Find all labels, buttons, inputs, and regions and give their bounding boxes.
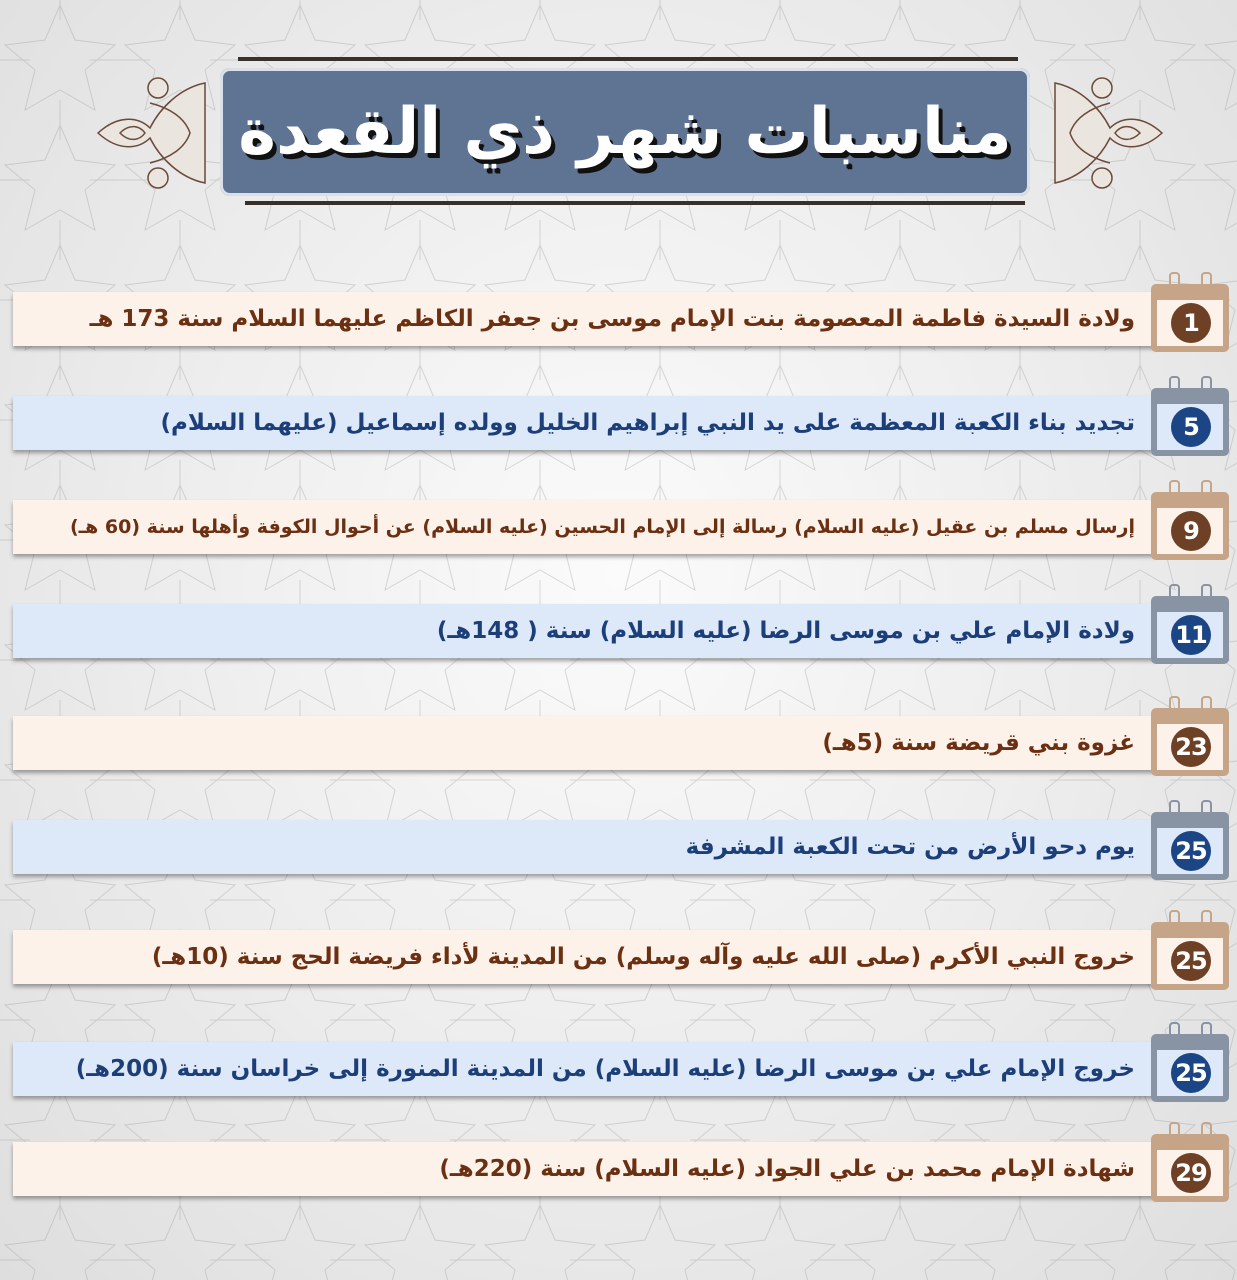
calendar-icon bbox=[1151, 910, 1231, 990]
event-text: شهادة الإمام محمد بن علي الجواد (عليه السلام) سنة (220هـ) bbox=[439, 1156, 1135, 1182]
event-row bbox=[13, 790, 1237, 880]
calendar-icon bbox=[1151, 800, 1231, 880]
event-day: 9 bbox=[1171, 511, 1211, 551]
event-row bbox=[13, 366, 1237, 456]
calendar-icon bbox=[1151, 696, 1231, 776]
calendar-icon bbox=[1151, 376, 1231, 456]
calendar-icon bbox=[1151, 272, 1231, 352]
event-bar bbox=[13, 292, 1157, 346]
calendar-icon bbox=[1151, 584, 1231, 664]
event-row bbox=[13, 1012, 1237, 1102]
event-row bbox=[13, 686, 1237, 776]
calendar-icon bbox=[1151, 1122, 1231, 1202]
event-day: 1 bbox=[1171, 303, 1211, 343]
event-day: 11 bbox=[1171, 615, 1211, 655]
ornament-left-icon bbox=[90, 58, 210, 208]
event-day: 25 bbox=[1171, 831, 1211, 871]
event-day: 25 bbox=[1171, 1053, 1211, 1093]
event-day: 25 bbox=[1171, 941, 1211, 981]
event-bar bbox=[13, 930, 1157, 984]
event-day: 5 bbox=[1171, 407, 1211, 447]
event-bar bbox=[13, 396, 1157, 450]
event-bar bbox=[13, 604, 1157, 658]
event-text: ولادة الإمام علي بن موسى الرضا (عليه السلام) سنة ( 148هـ) bbox=[436, 618, 1135, 644]
event-bar bbox=[13, 1142, 1157, 1196]
calendar-icon bbox=[1151, 1022, 1231, 1102]
event-bar bbox=[13, 1042, 1157, 1096]
page-title: مناسبات شهر ذي القعدة bbox=[238, 95, 1012, 169]
event-text: إرسال مسلم بن عقيل (عليه السلام) رسالة إلى الإمام الحسين (عليه السلام) عن أحوال الكوفة وأهلها سنة (60 هـ) bbox=[69, 516, 1135, 538]
event-bar bbox=[13, 820, 1157, 874]
event-row bbox=[13, 574, 1237, 664]
event-text: خروج الإمام علي بن موسى الرضا (عليه السلام) من المدينة المنورة إلى خراسان سنة (200هـ) bbox=[75, 1056, 1135, 1082]
banner-top-rule bbox=[238, 57, 1018, 61]
event-day: 23 bbox=[1171, 727, 1211, 767]
event-text: يوم دحو الأرض من تحت الكعبة المشرفة bbox=[685, 834, 1135, 860]
event-text: ولادة السيدة فاطمة المعصومة بنت الإمام موسى بن جعفر الكاظم عليهما السلام سنة 173 هـ bbox=[89, 306, 1135, 332]
banner-bottom-rule bbox=[245, 201, 1025, 205]
event-row bbox=[13, 900, 1237, 990]
event-row bbox=[13, 470, 1237, 560]
event-bar bbox=[13, 716, 1157, 770]
title-banner bbox=[90, 40, 1170, 220]
event-text: غزوة بني قريضة سنة (5هـ) bbox=[822, 730, 1135, 756]
title-panel bbox=[220, 68, 1030, 196]
event-bar bbox=[13, 500, 1157, 554]
event-row bbox=[13, 262, 1237, 352]
event-row bbox=[13, 1112, 1237, 1202]
event-text: خروج النبي الأكرم (صلى الله عليه وآله وسلم) من المدينة لأداء فريضة الحج سنة (10هـ) bbox=[151, 944, 1135, 970]
calendar-icon bbox=[1151, 480, 1231, 560]
event-day: 29 bbox=[1171, 1153, 1211, 1193]
event-text: تجديد بناء الكعبة المعظمة على يد النبي إبراهيم الخليل وولده إسماعيل (عليهما السلام) bbox=[160, 410, 1135, 436]
ornament-right-icon bbox=[1050, 58, 1170, 208]
